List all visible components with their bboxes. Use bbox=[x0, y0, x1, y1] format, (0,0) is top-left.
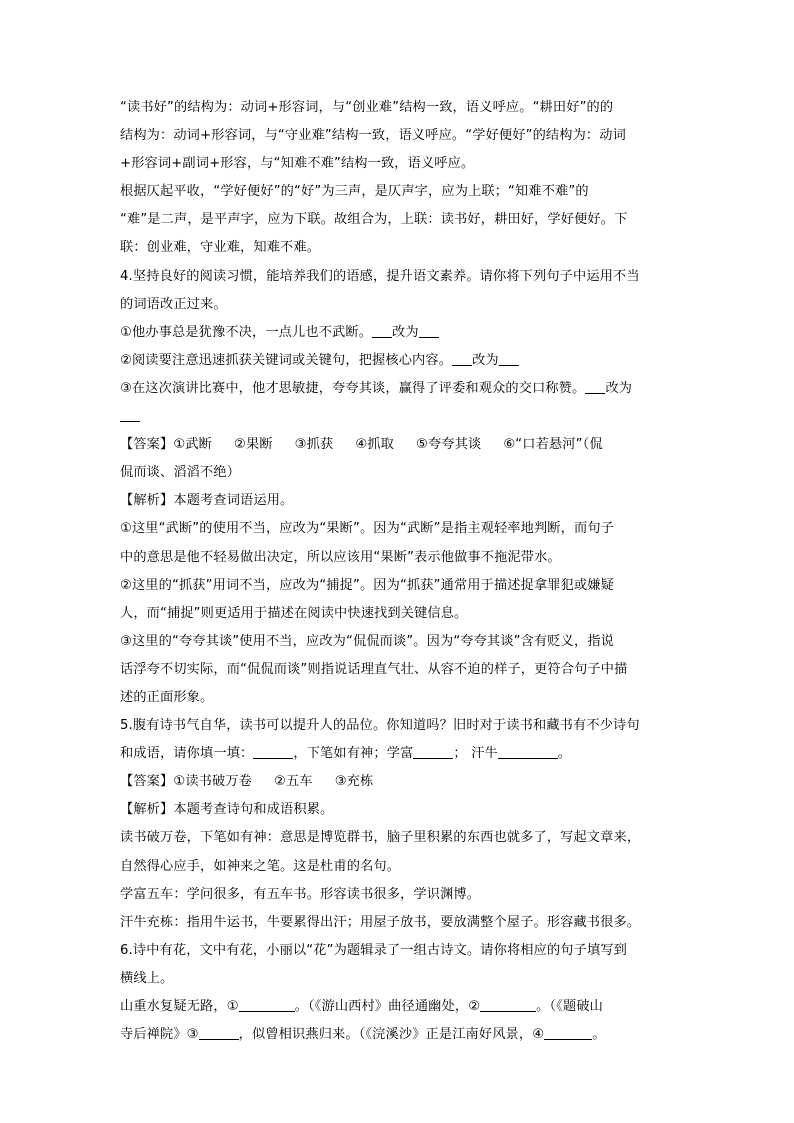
text-line bbox=[120, 206, 676, 234]
question-item bbox=[120, 347, 676, 375]
text-line bbox=[120, 94, 676, 122]
question-text: ，下笔如有神；学富 bbox=[293, 746, 414, 762]
question-fill-line bbox=[120, 1021, 676, 1049]
question-text: 横线上。 bbox=[120, 970, 174, 986]
question-stem bbox=[120, 937, 676, 965]
paragraph-text: 结构为：动词+形容词，与“守业难”结构一致，语义呼应。“学好便好”的结构为：动词 bbox=[120, 128, 626, 144]
answer-item: ②五车 bbox=[274, 774, 313, 790]
question-text: ； 汗牛 bbox=[453, 746, 498, 762]
analysis-line bbox=[120, 909, 676, 937]
answer-item: ③抓获 bbox=[294, 437, 334, 453]
analysis-text: 汗牛充栋：指用牛运书，牛要累得出汗；用屋子放书，要放满整个屋子。形容藏书很多。 bbox=[120, 914, 641, 930]
question-stem bbox=[120, 263, 676, 291]
question-stem bbox=[120, 740, 676, 768]
analysis-line bbox=[120, 881, 676, 909]
question-text: 4.坚持良好的阅读习惯，能培养我们的语感，提升语文素养。请你将下列句子中运用不当 bbox=[120, 268, 640, 284]
analysis-label: 【解析】 bbox=[120, 493, 174, 509]
analysis-line bbox=[120, 572, 676, 600]
change-to-label: 改为 bbox=[605, 380, 633, 396]
question-text: 和成语，请你填一填： bbox=[120, 746, 254, 762]
answer-item: ⑤夸夸其谈 bbox=[415, 437, 482, 453]
item-text: ①他办事总是犹豫不决，一点儿也不武断。 bbox=[120, 324, 373, 340]
paragraph-text: 联：创业难，守业难，知难不难。 bbox=[120, 240, 321, 256]
analysis-text: 人，而“捕捉”则更适用于描述在阅读中快速找到关键信息。 bbox=[120, 605, 468, 621]
answer-line bbox=[120, 459, 676, 487]
question-text: 的词语改正过来。 bbox=[120, 296, 227, 312]
answer-line bbox=[120, 768, 676, 796]
question-text: 5.腹有诗书气自华，读书可以提升人的品位。你知道吗？旧时对于读书和藏书有不少诗句 bbox=[120, 718, 640, 734]
analysis-label: 【解析】 bbox=[120, 802, 174, 818]
answer-label: 【答案】 bbox=[120, 437, 174, 453]
question-stem bbox=[120, 965, 676, 993]
answer-blank[interactable] bbox=[585, 377, 605, 394]
analysis-text: 本题考查诗句和成语积累。 bbox=[173, 802, 334, 818]
text-line bbox=[120, 150, 676, 178]
answer-blank[interactable] bbox=[499, 349, 519, 366]
analysis-line bbox=[120, 656, 676, 684]
analysis-text: 话浮夸不切实际，而“侃侃而谈”则指说话理直气壮、从容不迫的样子，更符合句子中描 bbox=[120, 661, 628, 677]
answer-blank[interactable] bbox=[239, 995, 295, 1012]
answer-blank[interactable] bbox=[372, 321, 392, 338]
analysis-line bbox=[120, 628, 676, 656]
analysis-line bbox=[120, 853, 676, 881]
question-fill-line bbox=[120, 993, 676, 1021]
analysis-line bbox=[120, 487, 676, 515]
question-text: 。（《题破山 bbox=[536, 999, 603, 1014]
paragraph-text: “难”是二声，是平声字，应为下联。故组合为，上联：读书好，耕田好，学好便好。下 bbox=[120, 212, 628, 228]
analysis-text: ②这里的“抓获”用词不当，应改为“捕捉”。因为“抓获”通常用于描述捉拿罪犯或嫌疑 bbox=[120, 577, 614, 593]
analysis-line bbox=[120, 796, 676, 824]
analysis-line bbox=[120, 515, 676, 543]
question-item bbox=[120, 375, 676, 403]
analysis-text: 读书破万卷，下笔如有神：意思是博览群书，脑子里积累的东西也就多了，写起文章来， bbox=[120, 830, 641, 846]
answer-blank[interactable] bbox=[544, 1023, 592, 1040]
analysis-text: 自然得心应手，如神来之笔。这是杜甫的名句。 bbox=[120, 858, 401, 874]
question-text: 。 bbox=[592, 1027, 606, 1043]
analysis-text: 学富五车：学问很多，有五车书。形容读书很多，学识渊博。 bbox=[120, 886, 481, 902]
question-text: 山重水复疑无路，① bbox=[120, 999, 239, 1014]
question-stem bbox=[120, 291, 676, 319]
answer-blank[interactable] bbox=[120, 405, 140, 422]
text-line bbox=[120, 178, 676, 206]
document-body bbox=[120, 94, 676, 1049]
answer-item: ①读书破万卷 bbox=[173, 774, 253, 790]
answer-blank[interactable] bbox=[498, 742, 558, 759]
text-line bbox=[120, 122, 676, 150]
analysis-text: ③这里的“夸夸其谈”使用不当，应改为“侃侃而谈”。因为“夸夸其谈”含有贬义，指说 bbox=[120, 633, 614, 649]
answer-text: 侃而谈、滔滔不绝） bbox=[120, 465, 241, 481]
item-text: ③在这次演讲比赛中，他才思敏捷，夸夸其谈，赢得了评委和观众的交口称赞。 bbox=[120, 380, 586, 396]
paragraph-text: “读书好”的结构为：动词+形容词，与“创业难”结构一致，语义呼应。“耕田好”的的 bbox=[120, 100, 614, 115]
analysis-text: ①这里“武断”的使用不当，应改为“果断”。因为“武断”是指主观轻率地判断，而句子 bbox=[120, 521, 614, 537]
paragraph-text: 根据仄起平收，“学好便好”的“好”为三声，是仄声字，应为上联；“知难不难”的 bbox=[120, 184, 589, 200]
question-text: 。（《游山西村》曲径通幽处，② bbox=[294, 999, 481, 1014]
text-line bbox=[120, 234, 676, 262]
analysis-text: 述的正面形象。 bbox=[120, 689, 214, 705]
analysis-line bbox=[120, 544, 676, 572]
answer-blank[interactable] bbox=[199, 1023, 239, 1040]
answer-item: ①武断 bbox=[173, 437, 213, 453]
analysis-text: 中的意思是他不轻易做出决定，所以应该用“果断”表示他做事不拖泥带水。 bbox=[120, 549, 561, 565]
question-text: 寺后禅院》③ bbox=[120, 1027, 199, 1043]
answer-label: 【答案】 bbox=[120, 774, 174, 790]
question-stem bbox=[120, 712, 676, 740]
analysis-line bbox=[120, 600, 676, 628]
answer-blank[interactable] bbox=[419, 321, 439, 338]
answer-item: ④抓取 bbox=[355, 437, 394, 453]
answer-blank[interactable] bbox=[413, 742, 453, 759]
answer-line bbox=[120, 431, 676, 459]
text-line bbox=[120, 403, 676, 431]
answer-item: ③充栋 bbox=[334, 774, 374, 790]
answer-blank[interactable] bbox=[452, 349, 472, 366]
answer-item: ②果断 bbox=[234, 437, 273, 453]
question-text: ，似曾相识燕归来。（《浣溪沙》正是江南好风景，④ bbox=[238, 1027, 545, 1043]
question-text: 6.诗中有花，文中有花，小丽以“花”为题辑录了一组古诗文。请你将相应的句子填写到 bbox=[120, 942, 627, 958]
analysis-line bbox=[120, 824, 676, 852]
paragraph-text: +形容词+副词+形容，与“知难不难”结构一致，语义呼应。 bbox=[120, 156, 475, 172]
analysis-line bbox=[120, 684, 676, 712]
answer-blank[interactable] bbox=[480, 995, 536, 1012]
answer-blank[interactable] bbox=[253, 742, 293, 759]
change-to-label: 改为 bbox=[392, 324, 419, 340]
answer-item: ⑥“口若悬河”（侃 bbox=[503, 437, 603, 453]
change-to-label: 改为 bbox=[472, 352, 499, 368]
question-item bbox=[120, 319, 676, 347]
item-text: ②阅读要注意迅速抓获关键词或关键句，把握核心内容。 bbox=[120, 352, 453, 368]
analysis-text: 本题考查词语运用。 bbox=[173, 493, 294, 509]
question-text: 。 bbox=[557, 746, 572, 762]
